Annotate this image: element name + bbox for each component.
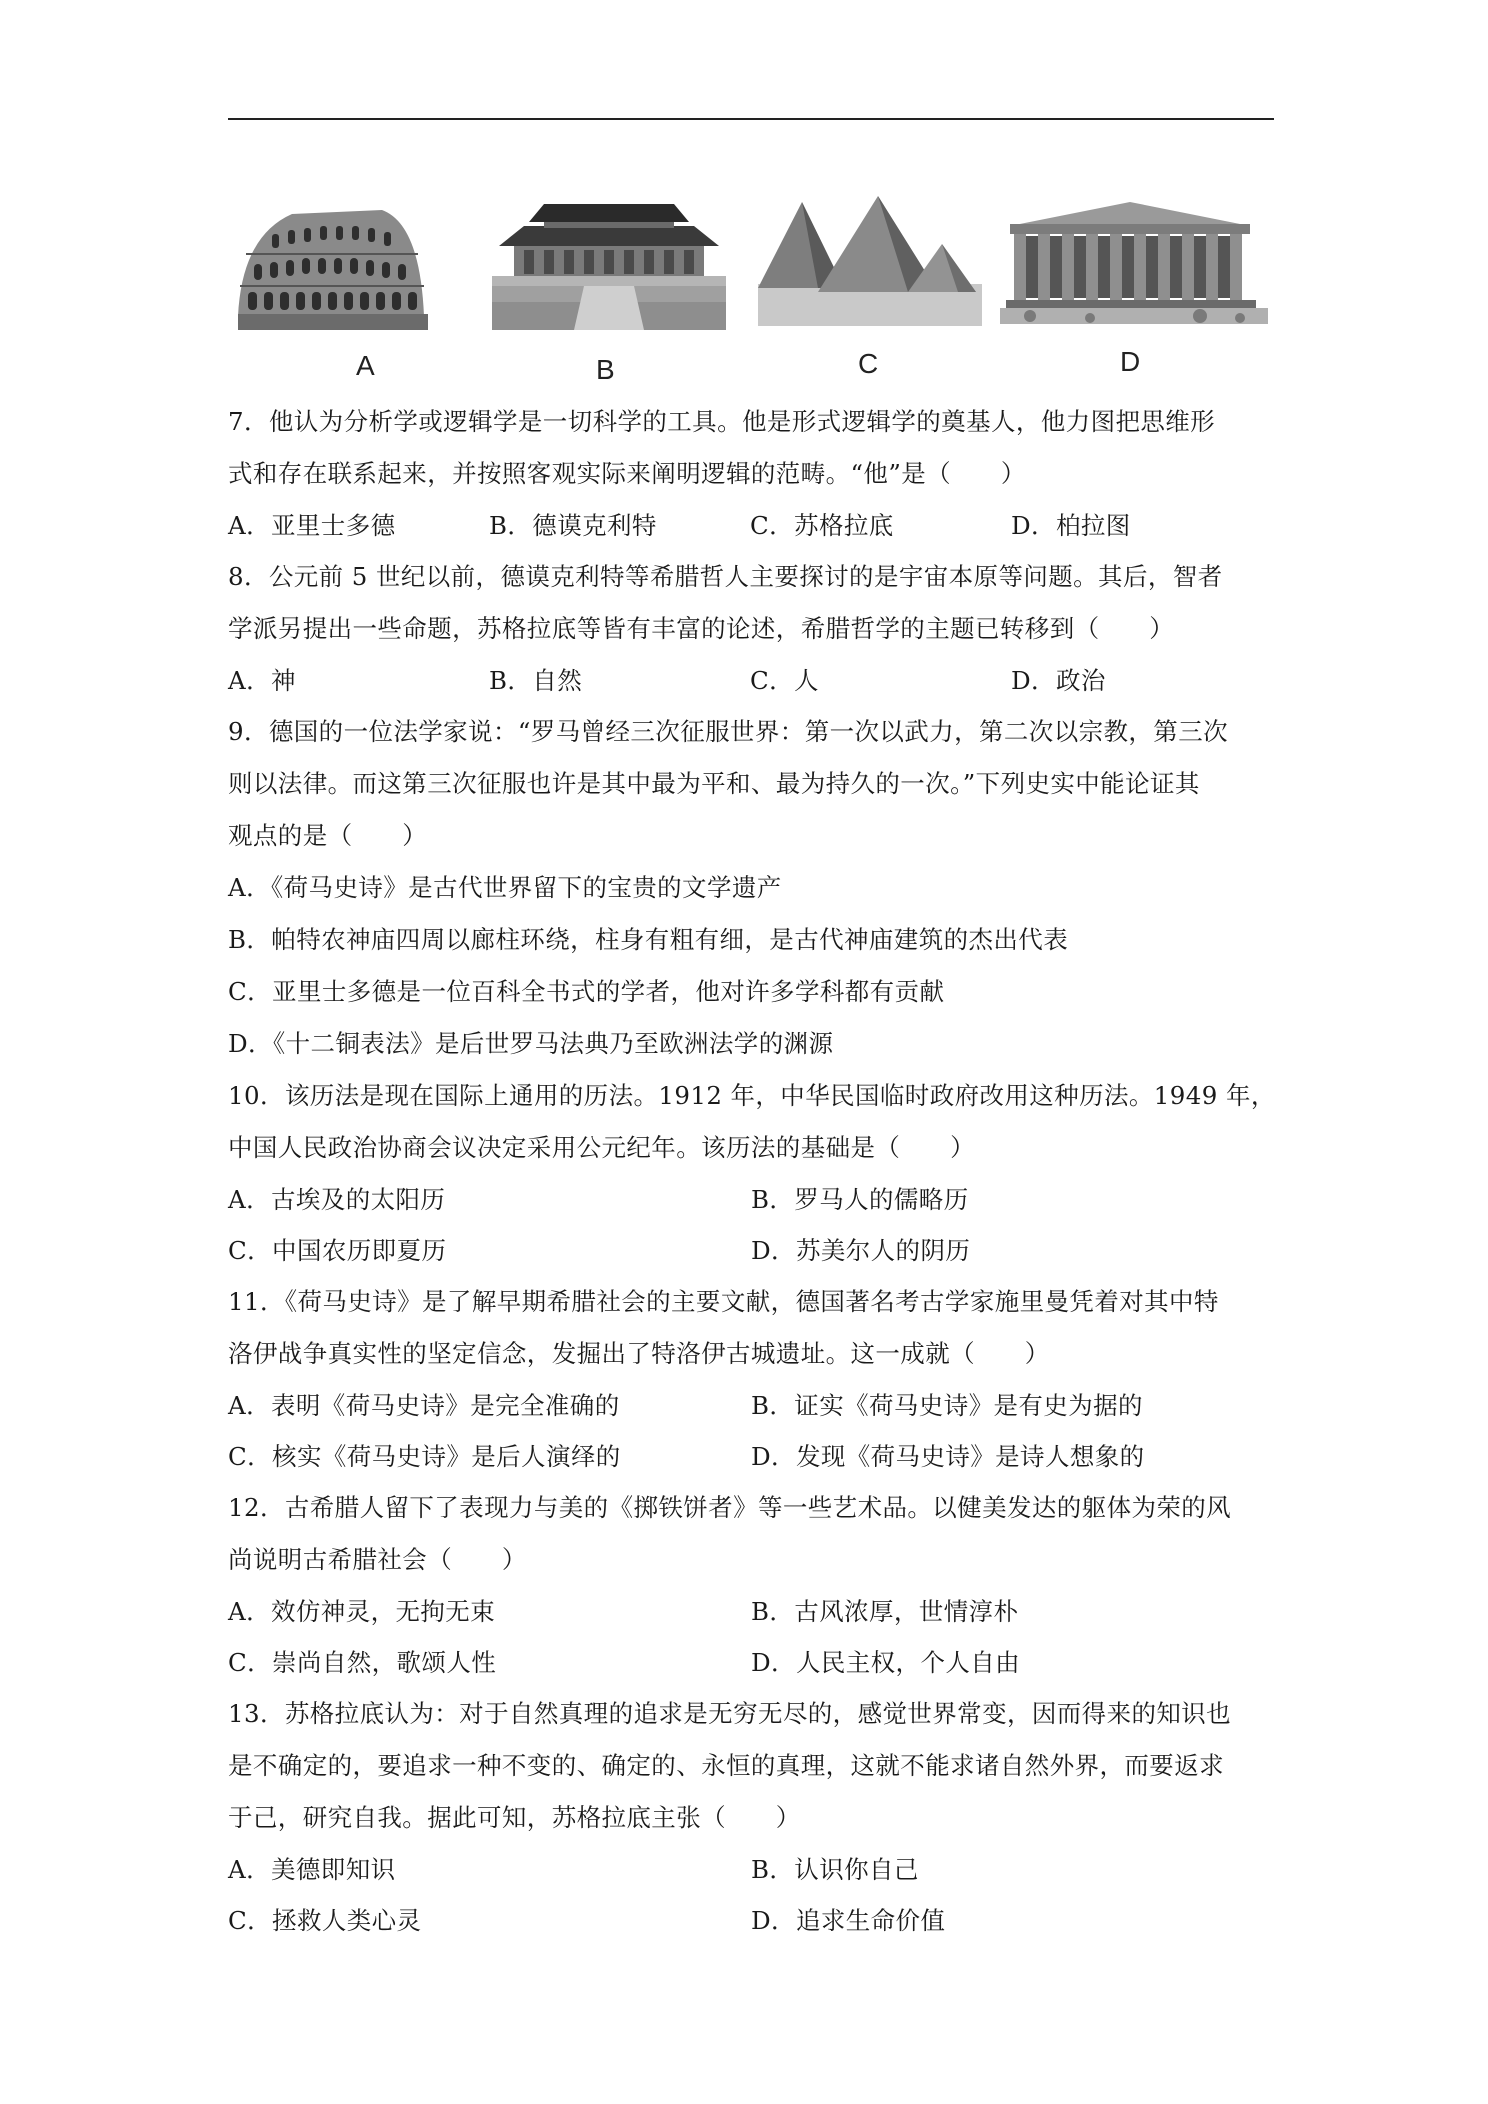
colosseum-image [232,196,430,334]
option-a[interactable]: A．效仿神灵，无拘无束 [228,1597,496,1626]
option-row [228,1225,1274,1276]
option-row [228,1174,1274,1225]
forbidden-city-hall-image [484,196,734,334]
option-c[interactable]: C．崇尚自然，歌颂人性 [228,1648,497,1677]
option-a[interactable]: A．《荷马史诗》是古代世界留下的宝贵的文学遗产 [228,873,782,902]
option-d[interactable]: D．发现《荷马史诗》是诗人想象的 [751,1442,1145,1471]
question-stem-line: 10．该历法是现在国际上通用的历法。1912 年，中华民国临时政府改用这种历法。1949 年， [228,1081,1276,1110]
question-stem-line: 11．《荷马史诗》是了解早期希腊社会的主要文献，德国著名考古学家施里曼凭着对其中特 [228,1287,1219,1316]
option-d[interactable]: D．人民主权，个人自由 [751,1648,1021,1677]
question-12 [228,1482,1274,1688]
header-rule [228,118,1274,120]
question-9 [228,706,1274,1070]
question-7 [228,396,1274,551]
option-c[interactable]: C．苏格拉底 [750,511,894,540]
image-label-c: C [858,348,879,379]
question-8 [228,551,1274,706]
question-stem-line: 式和存在联系起来，并按照客观实际来阐明逻辑的范畴。“他”是（ ） [228,459,1026,488]
option-d[interactable]: D．追求生命价值 [751,1906,946,1935]
option-row [228,1586,1274,1637]
question-stem-line: 是不确定的，要追求一种不变的、确定的、永恒的真理，这就不能求诸自然外界，而要返求 [228,1751,1224,1780]
option-c[interactable]: C．拯救人类心灵 [228,1906,422,1935]
option-c[interactable]: C．亚里士多德是一位百科全书式的学者，他对许多学科都有贡献 [228,977,945,1006]
option-a[interactable]: A．神 [228,666,296,695]
question-stem-line: 于己，研究自我。据此可知，苏格拉底主张（ ） [228,1803,801,1832]
option-b[interactable]: B．证实《荷马史诗》是有史为据的 [751,1391,1143,1420]
question-stem-line: 12．古希腊人留下了表现力与美的《掷铁饼者》等一些艺术品。以健美发达的躯体为荣的风 [228,1493,1232,1522]
option-b[interactable]: B．古风浓厚，世情淳朴 [751,1597,1019,1626]
pyramids-image [758,196,982,326]
parthenon-image [1000,196,1268,326]
option-row [228,655,1274,706]
option-b[interactable]: B．帕特农神庙四周以廊柱环绕，柱身有粗有细，是古代神庙建筑的杰出代表 [228,925,1069,954]
option-a[interactable]: A．亚里士多德 [228,511,396,540]
question-stem-line: 8．公元前 5 世纪以前，德谟克利特等希腊哲人主要探讨的是宇宙本原等问题。其后，智者 [228,562,1223,591]
option-row [228,1380,1274,1431]
question-stem-line: 13．苏格拉底认为：对于自然真理的追求是无穷无尽的，感觉世界常变，因而得来的知识也 [228,1699,1232,1728]
question-stem-line: 洛伊战争真实性的坚定信念，发掘出了特洛伊古城遗址。这一成就（ ） [228,1339,1050,1368]
option-row [228,1637,1274,1688]
option-d[interactable]: D．《十二铜表法》是后世罗马法典乃至欧洲法学的渊源 [228,1029,834,1058]
question-stem-line: 7．他认为分析学或逻辑学是一切科学的工具。他是形式逻辑学的奠基人，他力图把思维形 [228,407,1216,436]
option-a[interactable]: A．美德即知识 [228,1855,396,1884]
option-row [228,1844,1274,1895]
option-c[interactable]: C．人 [750,666,819,695]
option-a[interactable]: A．古埃及的太阳历 [228,1185,446,1214]
option-d[interactable]: D．苏美尔人的阴历 [751,1236,971,1265]
question-13 [228,1688,1274,1946]
question-stem-line: 尚说明古希腊社会（ ） [228,1545,527,1574]
option-row [228,1895,1274,1946]
question-11 [228,1276,1274,1482]
option-c[interactable]: C．中国农历即夏历 [228,1236,447,1265]
option-b[interactable]: B．德谟克利特 [489,511,657,540]
option-d[interactable]: D．柏拉图 [1011,511,1131,540]
option-a[interactable]: A．表明《荷马史诗》是完全准确的 [228,1391,620,1420]
question-list [228,396,1274,1946]
question-stem-line: 学派另提出一些命题，苏格拉底等皆有丰富的论述，希腊哲学的主题已转移到（ ） [228,614,1175,643]
image-label-b: B [596,354,615,385]
option-b[interactable]: B．自然 [489,666,583,695]
image-label-d: D [1120,346,1141,377]
question-stem-line: 则以法律。而这第三次征服也许是其中最为平和、最为持久的一次。”下列史实中能论证其 [228,769,1200,798]
option-b[interactable]: B．认识你自己 [751,1855,919,1884]
image-label-a: A [356,350,375,381]
question-10 [228,1070,1274,1276]
option-d[interactable]: D．政治 [1011,666,1106,695]
question-stem-line: 中国人民政治协商会议决定采用公元纪年。该历法的基础是（ ） [228,1133,975,1162]
option-b[interactable]: B．罗马人的儒略历 [751,1185,969,1214]
question-stem-line: 9．德国的一位法学家说：“罗马曾经三次征服世界：第一次以武力，第二次以宗教，第三次 [228,717,1229,746]
option-row [228,1431,1274,1482]
option-row [228,500,1274,551]
question-stem-line: 观点的是（ ） [228,821,428,850]
building-images [232,196,1272,396]
option-c[interactable]: C．核实《荷马史诗》是后人演绎的 [228,1442,621,1471]
